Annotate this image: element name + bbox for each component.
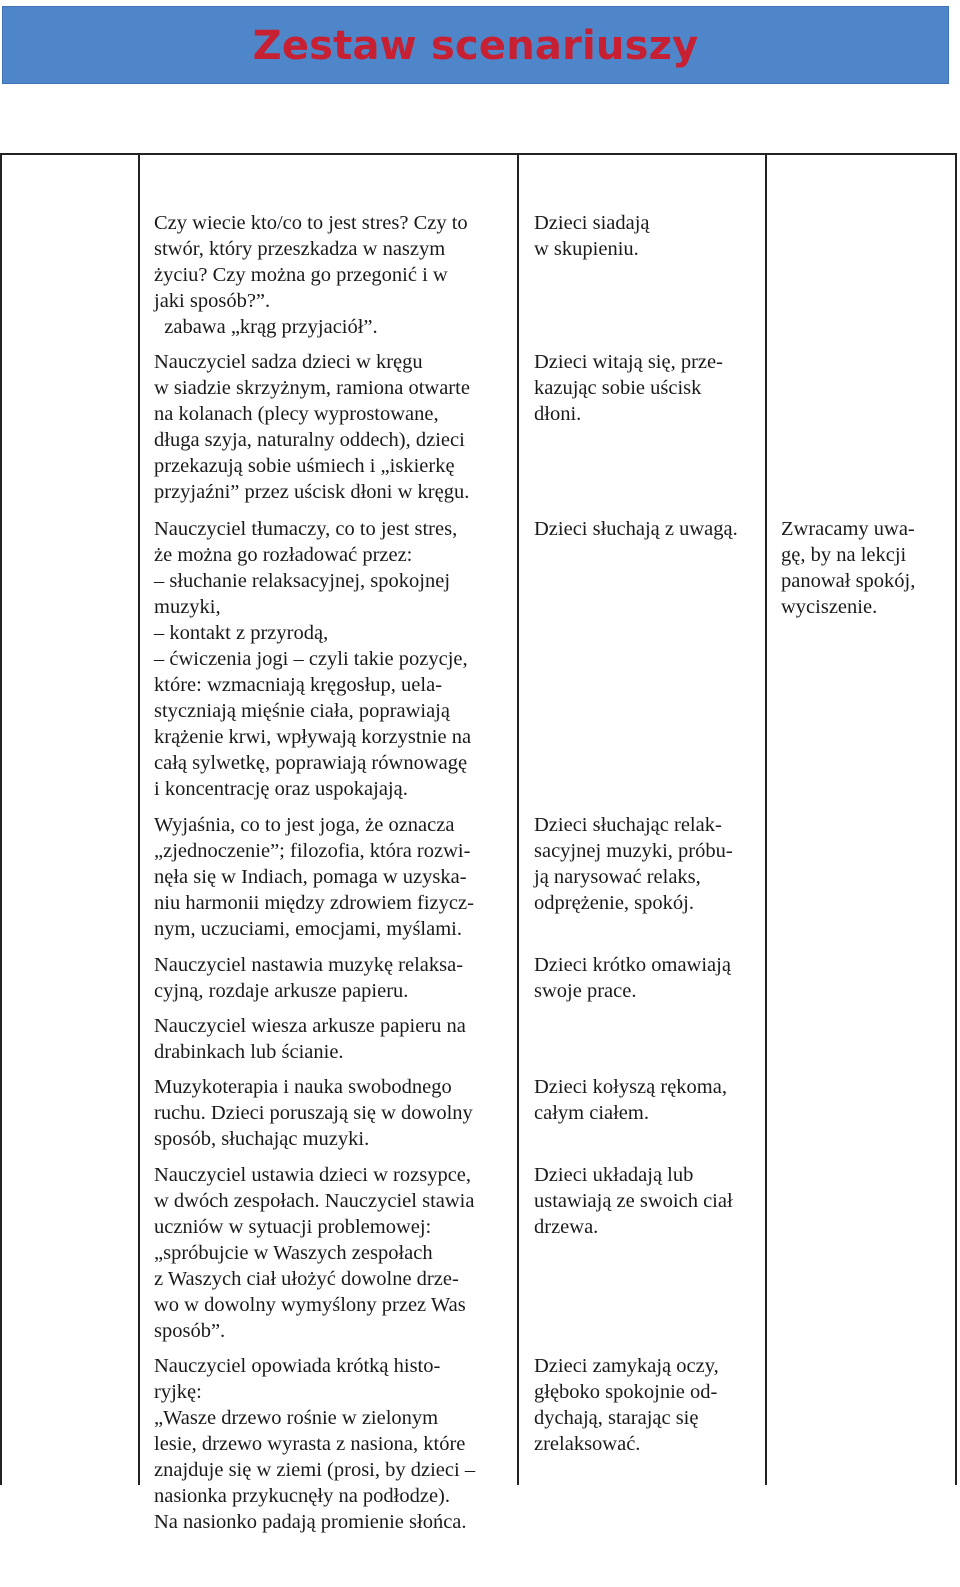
teacher-paragraph: Nauczyciel nastawia muzykę relaksa- cyjną, rozdaje arkusze papieru. xyxy=(154,954,464,1002)
children-paragraph: Dzieci siadają w skupieniu. xyxy=(534,212,650,260)
teacher-paragraph: Nauczyciel tłumaczy, co to jest stres, że można go rozładować przez: – słuchanie relaksacyjnej, spokojnej muzyki, – kontakt z przyrodą, – ćwiczenia jogi – czyli takie pozycje, które: wzmacniają kręgosłup, uela- styczniają mięśnie ciała, poprawiają krążenie krwi, wpływają korzystnie na całą sylwetkę, poprawiają równowagę i koncentrację oraz uspokajają. xyxy=(154,518,472,800)
teacher-paragraph: Nauczyciel sadza dzieci w kręgu w siadzie skrzyżnym, ramiona otwarte na kolanach (plecy wyprostowane, długa szyja, naturalny oddech), dzieci przekazują sobie uśmiech i „iskierkę przyjaźni” przez uścisk dłoni w kręgu. xyxy=(154,351,470,503)
children-paragraph: Dzieci kołyszą rękoma, całym ciałem. xyxy=(534,1076,727,1124)
children-paragraph: Dzieci słuchając relak- sacyjnej muzyki, próbu- ją narysować relaks, odprężenie, spokój. xyxy=(534,814,733,914)
column-divider xyxy=(765,155,767,1485)
teacher-paragraph: Muzykoterapia i nauka swobodnego ruchu. Dzieci poruszają się w dowolny sposób, słuchając muzyki. xyxy=(154,1076,473,1150)
lesson-table xyxy=(0,153,957,1533)
children-paragraph: Dzieci słuchają z uwagą. xyxy=(534,518,738,540)
teacher-paragraph: Wyjaśnia, co to jest joga, że oznacza „zjednoczenie”; filozofia, która rozwi- nęła się w Indiach, pomaga w uzyska- niu harmonii między zdrowiem fizycz- nym, uczuciami, emocjami, myślami. xyxy=(154,814,474,940)
children-paragraph: Dzieci układają lub ustawiają ze swoich ciał drzewa. xyxy=(534,1164,733,1238)
children-paragraph: Dzieci krótko omawiają swoje prace. xyxy=(534,954,731,1002)
children-paragraph: Dzieci zamykają oczy, głęboko spokojnie od- dychają, starając się zrelaksować. xyxy=(534,1355,719,1455)
teacher-paragraph: Czy wiecie kto/co to jest stres? Czy to stwór, który przeszkadza w naszym życiu? Czy można go przegonić i w jaki sposób?”. zabawa „krąg przyjaciół”. xyxy=(154,212,468,338)
page-title: Zestaw scenariuszy xyxy=(252,23,699,69)
title-banner xyxy=(2,6,949,84)
notes-paragraph: Zwracamy uwa- gę, by na lekcji panował spokój, wyciszenie. xyxy=(781,518,916,618)
children-paragraph: Dzieci witają się, prze- kazując sobie uścisk dłoni. xyxy=(534,351,723,425)
teacher-paragraph: Nauczyciel wiesza arkusze papieru na drabinkach lub ścianie. xyxy=(154,1015,466,1063)
column-divider xyxy=(138,155,140,1485)
teacher-paragraph: Nauczyciel opowiada krótką histo- ryjkę: „Wasze drzewo rośnie w zielonym lesie, drzewo wyrasta z nasiona, które znajduje się w ziemi (prosi, by dzieci – nasionka przykucnęły na podłodze). Na nasionko padają promienie słońca. xyxy=(154,1355,476,1533)
teacher-paragraph: Nauczyciel ustawia dzieci w rozsypce, w dwóch zespołach. Nauczyciel stawia uczniów w sytuacji problemowej: „spróbujcie w Waszych zespołach z Waszych ciał ułożyć dowolne drze- wo w dowolny wymyślony przez Was sposób”. xyxy=(154,1164,475,1342)
column-divider xyxy=(517,155,519,1485)
